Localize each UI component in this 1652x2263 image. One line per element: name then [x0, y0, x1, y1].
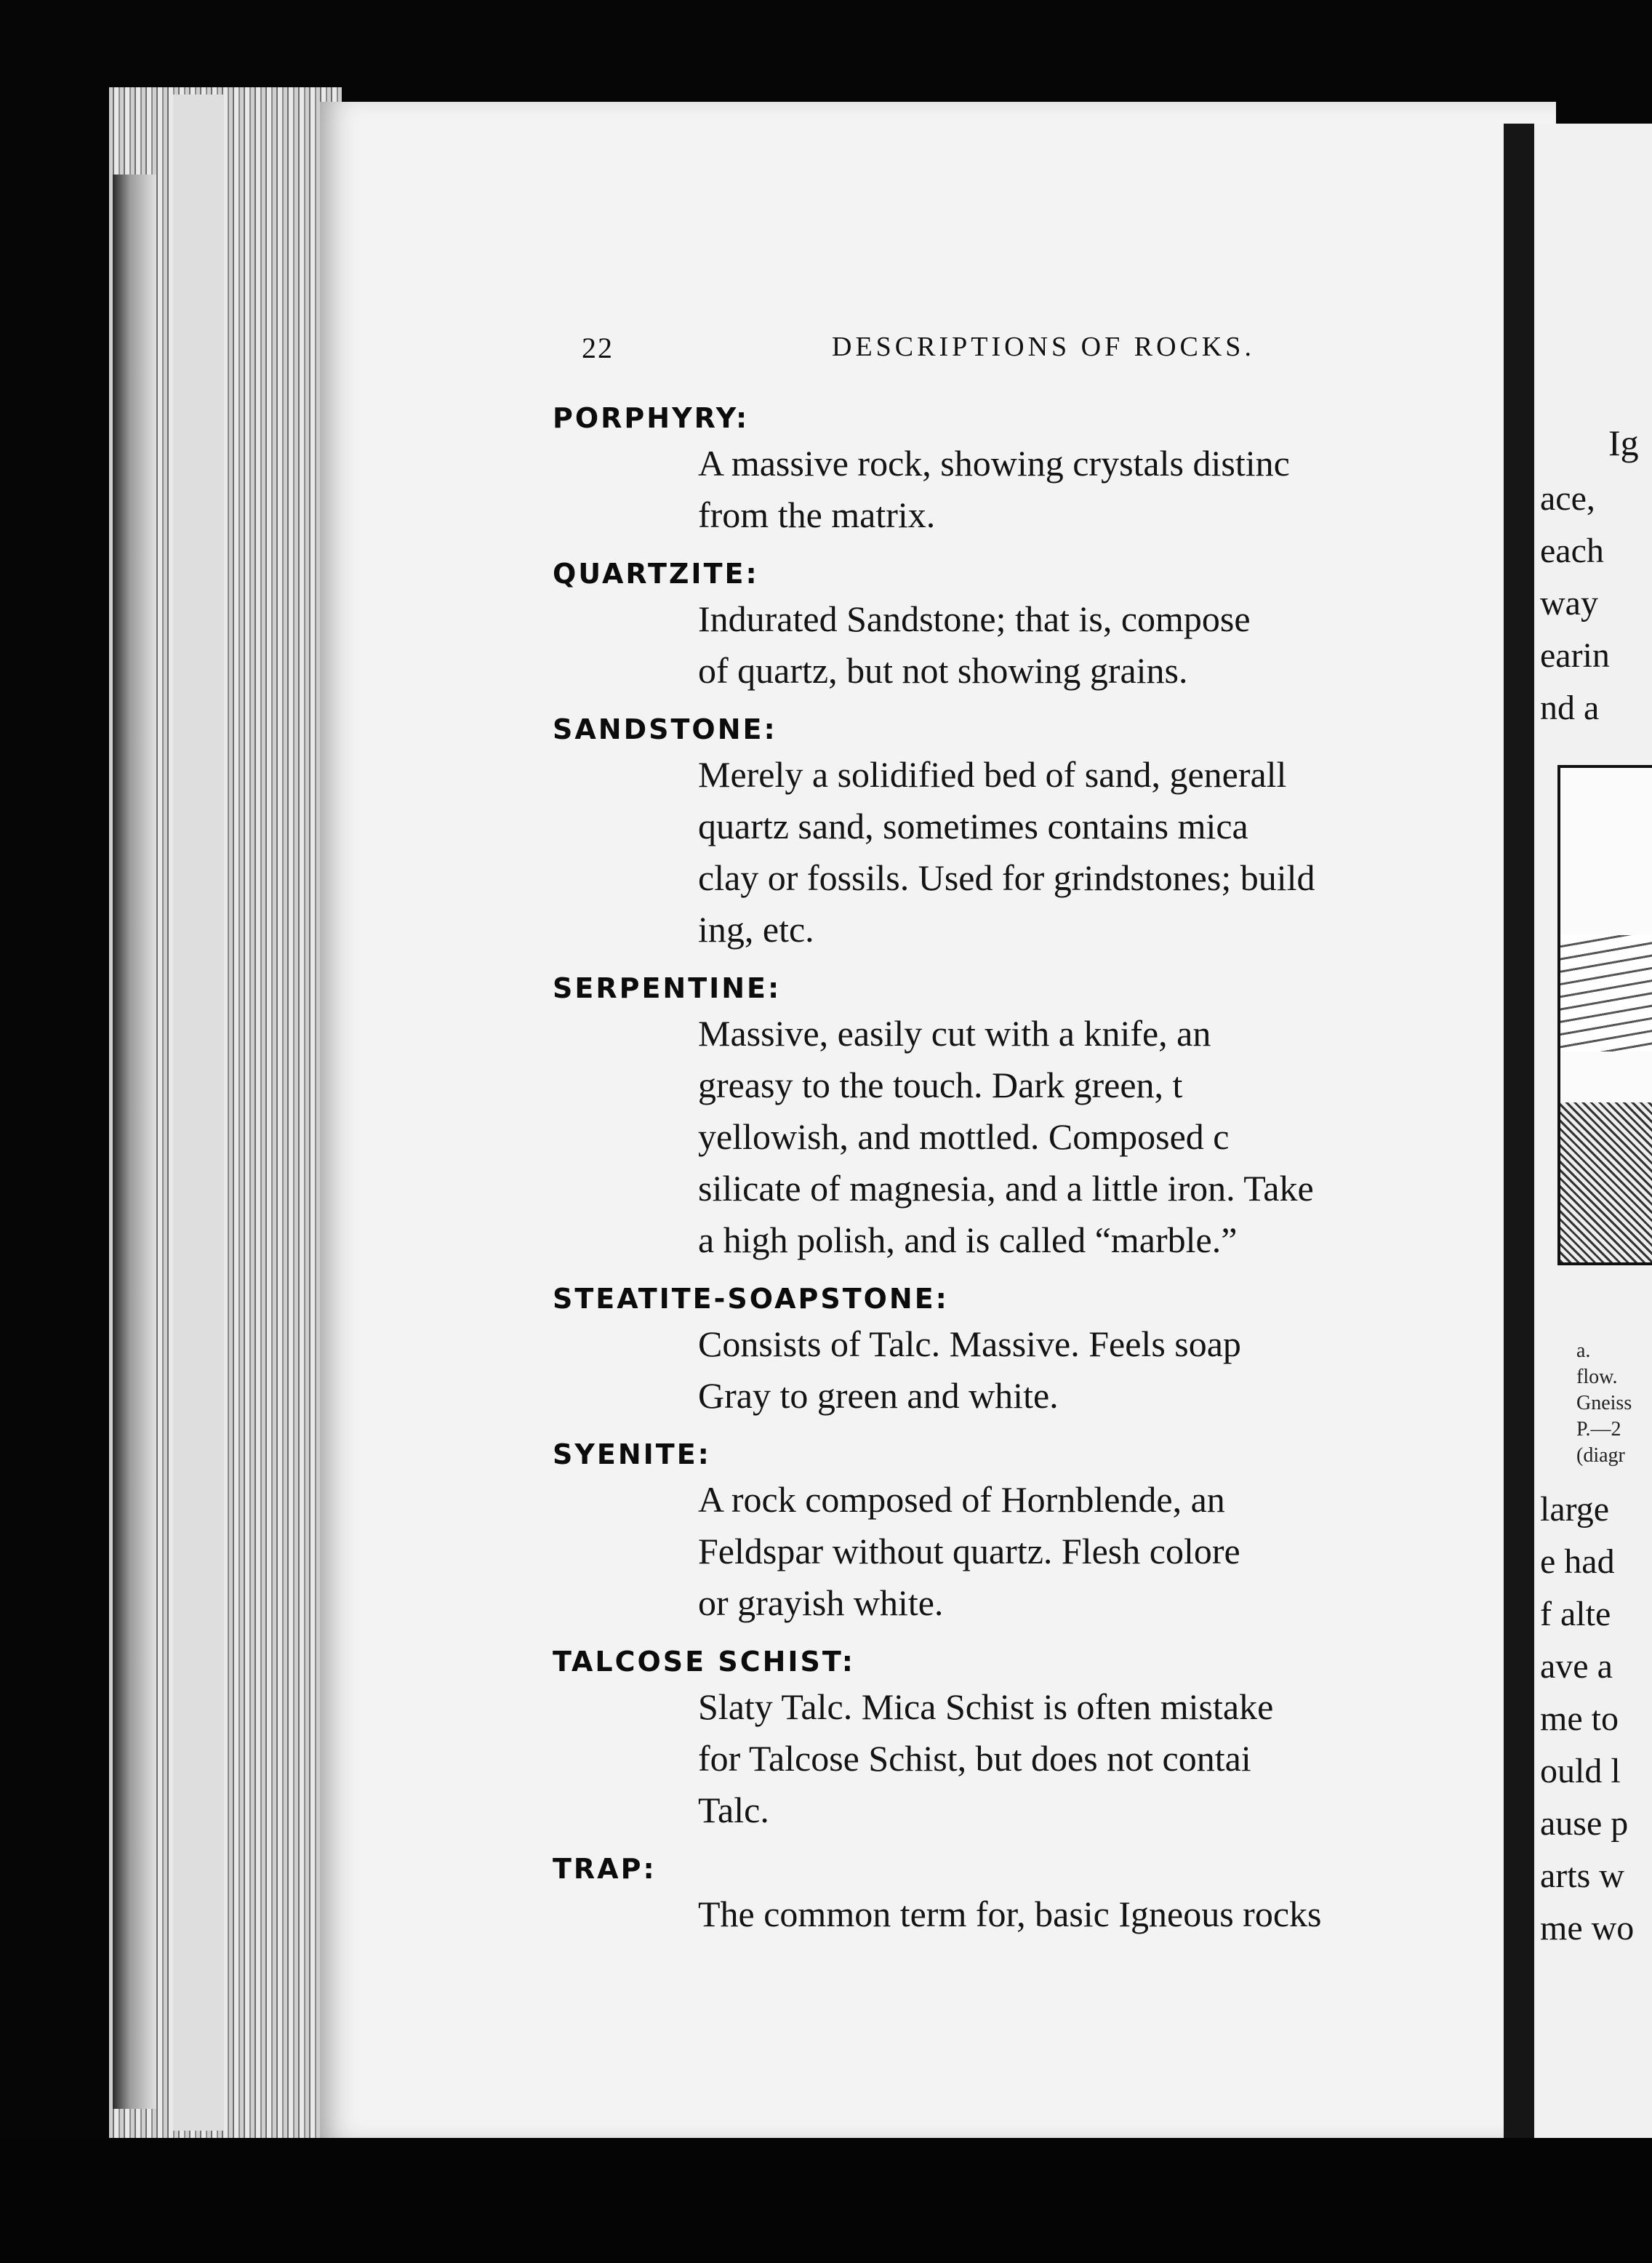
caption-line: flow.	[1576, 1366, 1618, 1388]
background	[0, 2138, 1652, 2263]
facing-line: ould l	[1540, 1752, 1621, 1790]
entry-description	[698, 593, 1505, 697]
facing-line: nd a	[1540, 689, 1600, 727]
entry-term: SERPENTINE:	[553, 972, 782, 1004]
running-head	[582, 331, 1454, 367]
description-line: ing, etc.	[698, 909, 814, 950]
entry-steatite-soapstone	[553, 1279, 1512, 1422]
entry-talcose-schist	[553, 1642, 1512, 1836]
entry-sandstone	[553, 710, 1512, 956]
facing-page-text-lower	[1540, 1483, 1652, 1955]
description-line: A rock composed of Hornblende, an	[698, 1479, 1225, 1520]
book-cover-edge	[113, 175, 156, 2109]
entry-description	[698, 1318, 1505, 1422]
description-line: Massive, easily cut with a knife, an	[698, 1013, 1211, 1054]
description-line: clay or fossils. Used for grindstones; build	[698, 857, 1315, 898]
caption-line: P.—2	[1576, 1418, 1621, 1441]
description-line: of quartz, but not showing grains.	[698, 650, 1188, 691]
page-edge-highlight	[173, 95, 224, 2131]
description-line: Slaty Talc. Mica Schist is often mistake	[698, 1686, 1274, 1727]
page-header-title: DESCRIPTIONS OF ROCKS.	[832, 332, 1255, 362]
caption-line: a.	[1576, 1339, 1591, 1362]
entry-description	[698, 1681, 1505, 1836]
description-line: Merely a solidified bed of sand, generall	[698, 754, 1287, 795]
entry-trap	[553, 1849, 1512, 1940]
entry-term: SANDSTONE:	[553, 713, 777, 745]
rock-entries	[553, 398, 1512, 1953]
facing-page-fragment: Ig	[1608, 422, 1639, 463]
description-line: greasy to the touch. Dark green, t	[698, 1065, 1183, 1105]
description-line: a high polish, and is called “marble.”	[698, 1219, 1238, 1260]
entry-porphyry	[553, 398, 1512, 541]
entry-term: QUARTZITE:	[553, 558, 759, 590]
entry-description	[698, 1474, 1505, 1629]
description-line: silicate of magnesia, and a little iron. Take	[698, 1168, 1314, 1209]
description-line: from the matrix.	[698, 494, 936, 535]
entry-description	[698, 749, 1505, 956]
description-line: for Talcose Schist, but does not contai	[698, 1738, 1251, 1779]
entry-description	[698, 1008, 1505, 1266]
description-line: yellowish, and mottled. Composed c	[698, 1116, 1230, 1157]
description-line: Consists of Talc. Massive. Feels soap	[698, 1323, 1241, 1364]
description-line: Indurated Sandstone; that is, compose	[698, 598, 1251, 639]
entry-description	[698, 438, 1505, 541]
facing-line: each	[1540, 532, 1604, 570]
facing-line: earin	[1540, 636, 1610, 675]
facing-line: ace,	[1540, 479, 1595, 518]
entry-term: TALCOSE SCHIST:	[553, 1646, 855, 1678]
entry-description	[698, 1888, 1505, 1940]
entry-term: PORPHYRY:	[553, 402, 750, 434]
facing-line: me to	[1540, 1699, 1619, 1738]
caption-line: Gneiss	[1576, 1392, 1632, 1414]
facing-line: f alte	[1540, 1595, 1611, 1633]
description-line: A massive rock, showing crystals distinc	[698, 443, 1290, 484]
facing-line: way	[1540, 584, 1598, 622]
description-line: quartz sand, sometimes contains mica	[698, 806, 1248, 846]
facing-figure-caption	[1576, 1338, 1652, 1469]
entry-term: TRAP:	[553, 1853, 657, 1885]
description-line: Feldspar without quartz. Flesh colore	[698, 1531, 1240, 1571]
facing-line: me wo	[1540, 1909, 1635, 1947]
description-line: The common term for, basic Igneous rocks	[698, 1894, 1322, 1934]
page-number: 22	[582, 332, 614, 364]
facing-line: ave a	[1540, 1647, 1613, 1686]
facing-line: ause p	[1540, 1804, 1629, 1843]
facing-line: arts w	[1540, 1857, 1624, 1895]
entry-serpentine	[553, 969, 1512, 1266]
description-line: or grayish white.	[698, 1582, 944, 1623]
entry-term: SYENITE:	[553, 1438, 711, 1470]
figure-strata	[1560, 935, 1652, 1052]
entry-quartzite	[553, 554, 1512, 697]
figure-hatching	[1560, 1102, 1652, 1262]
facing-page-text-top	[1540, 473, 1652, 734]
facing-page-figure	[1557, 765, 1652, 1265]
facing-line: large	[1540, 1490, 1610, 1529]
caption-line: (diagr	[1576, 1444, 1625, 1467]
entry-term: STEATITE-SOAPSTONE:	[553, 1283, 949, 1315]
description-line: Talc.	[698, 1790, 769, 1830]
description-line: Gray to green and white.	[698, 1375, 1059, 1416]
entry-syenite	[553, 1435, 1512, 1629]
facing-line: e had	[1540, 1542, 1615, 1581]
